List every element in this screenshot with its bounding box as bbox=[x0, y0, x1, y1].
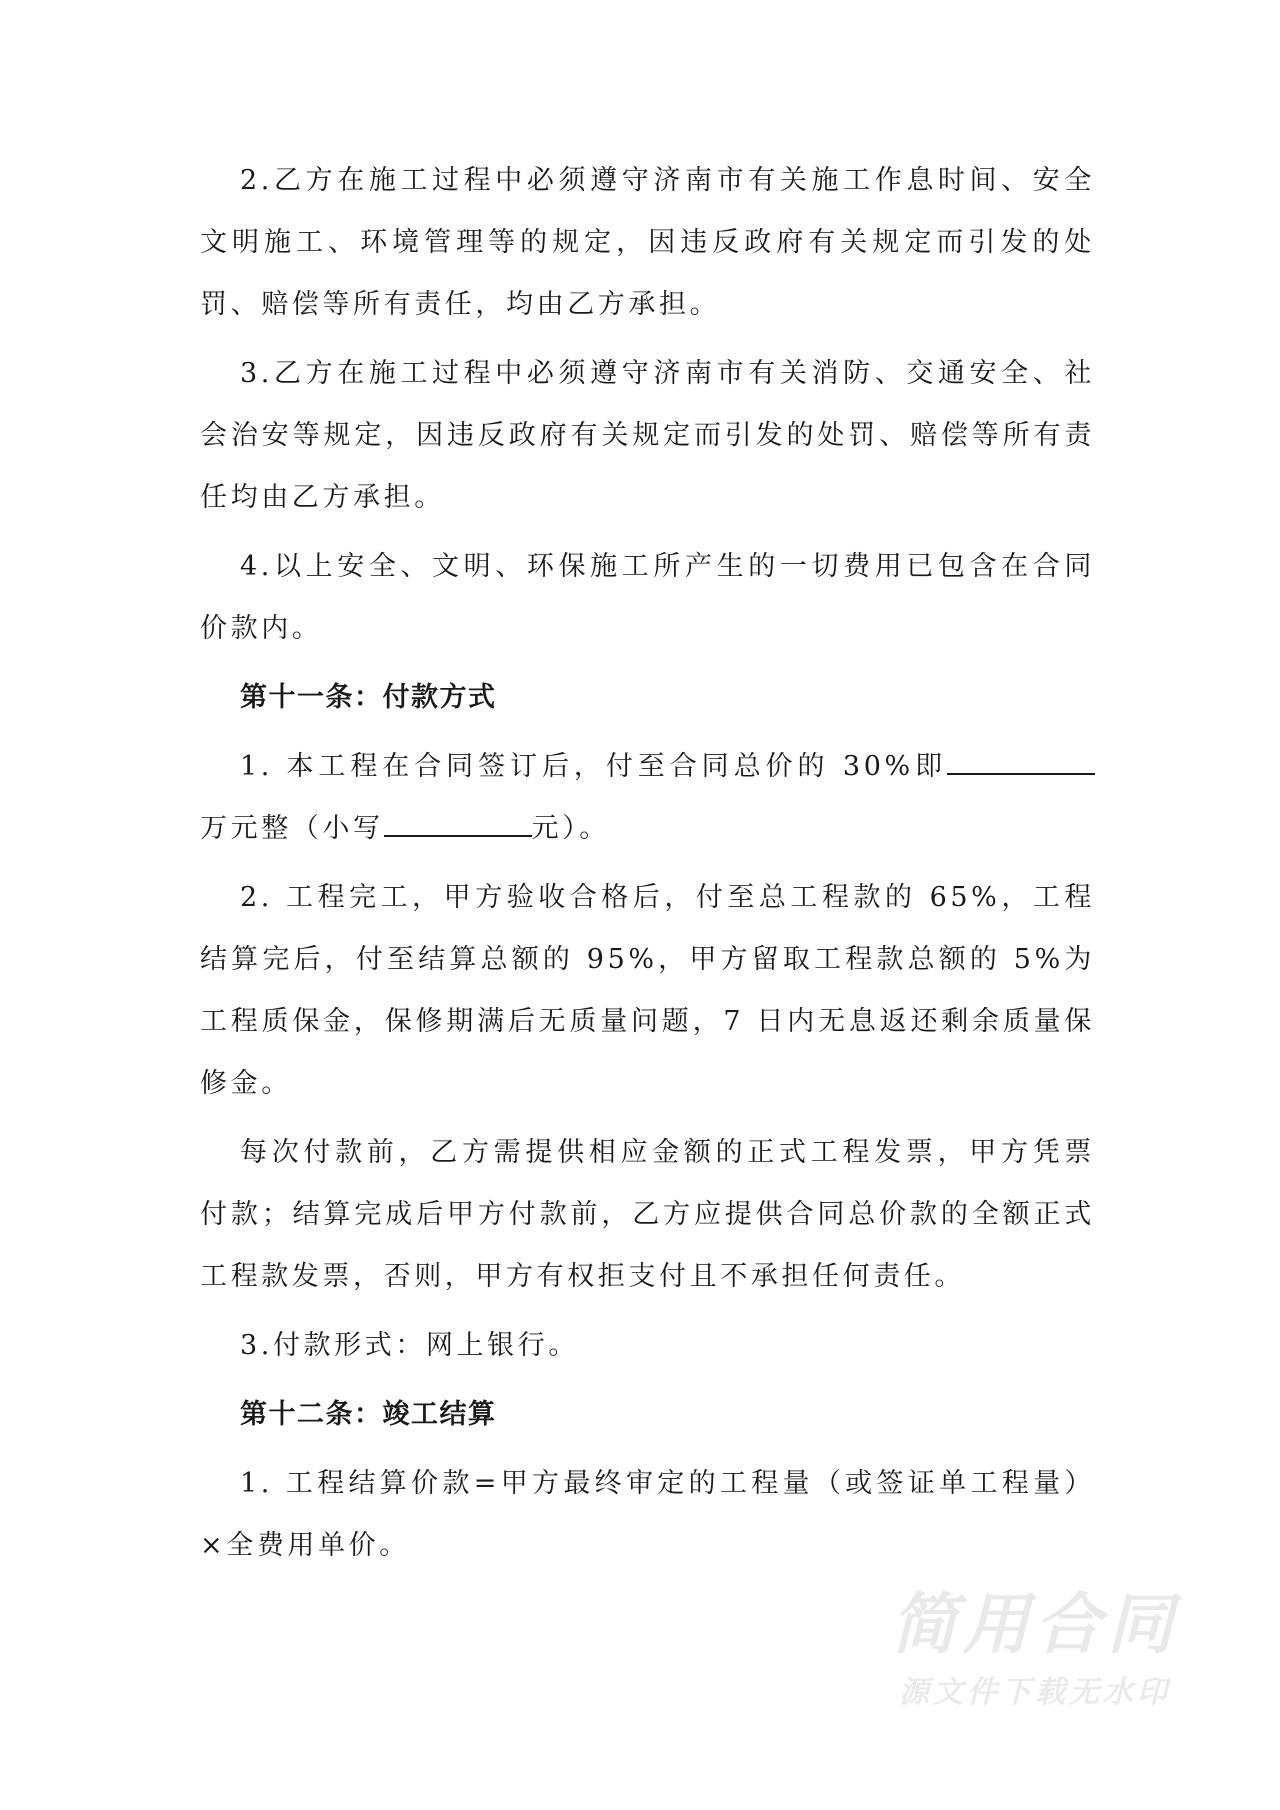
clause-11-item-1-text-b: 万元整（小写 bbox=[200, 813, 384, 844]
clause-11-invoice-note: 每次付款前，乙方需提供相应金额的正式工程发票，甲方凭票付款；结算完成后甲方付款前，乙方应提供合同总价款的全额正式工程款发票，否则，甲方有权拒支付且不承担任何责任。 bbox=[200, 1137, 1095, 1292]
watermark bbox=[880, 1585, 1190, 1715]
clause-11-item-1-text-a: 1. 本工程在合同签订后，付至合同总价的 30%即 bbox=[240, 751, 947, 782]
amount-yuan-blank[interactable] bbox=[384, 805, 532, 837]
clause-10-item-3: 3.乙方在施工过程中必须遵守济南市有关消防、交通安全、社会治安等规定，因违反政府有关规定而引发的处罚、赔偿等所有责任均由乙方承担。 bbox=[200, 358, 1095, 513]
clause-10-item-4: 4.以上安全、文明、环保施工所产生的一切费用已包含在合同价款内。 bbox=[200, 551, 1095, 644]
clause-11-item-2: 2. 工程完工，甲方验收合格后，付至总工程款的 65%，工程结算完后，付至结算总额的 95%，甲方留取工程款总额的 5%为工程质保金，保修期满后无质量问题，7 日内无息返还剩余质量保修金。 bbox=[200, 882, 1095, 1099]
amount-wan-blank[interactable] bbox=[947, 743, 1095, 775]
section-12-heading: 第十二条：竣工结算 bbox=[240, 1399, 497, 1430]
watermark-brand: 简用合同 bbox=[891, 1586, 1179, 1663]
watermark-tagline: 源文件下载无水印 bbox=[899, 1675, 1171, 1710]
clause-10-item-2: 2.乙方在施工过程中必须遵守济南市有关施工作息时间、安全文明施工、环境管理等的规定，因违反政府有关规定而引发的处罚、赔偿等所有责任，均由乙方承担。 bbox=[200, 165, 1095, 320]
document-page bbox=[200, 150, 1095, 1584]
section-11-heading: 第十一条：付款方式 bbox=[240, 682, 497, 713]
clause-11-item-3: 3.付款形式：网上银行。 bbox=[240, 1330, 579, 1361]
clause-11-item-1 bbox=[200, 736, 1095, 860]
clause-12-item-1: 1. 工程结算价款=甲方最终审定的工程量（或签证单工程量）×全费用单价。 bbox=[200, 1468, 1095, 1561]
clause-11-item-1-text-c: 元）。 bbox=[531, 813, 610, 844]
